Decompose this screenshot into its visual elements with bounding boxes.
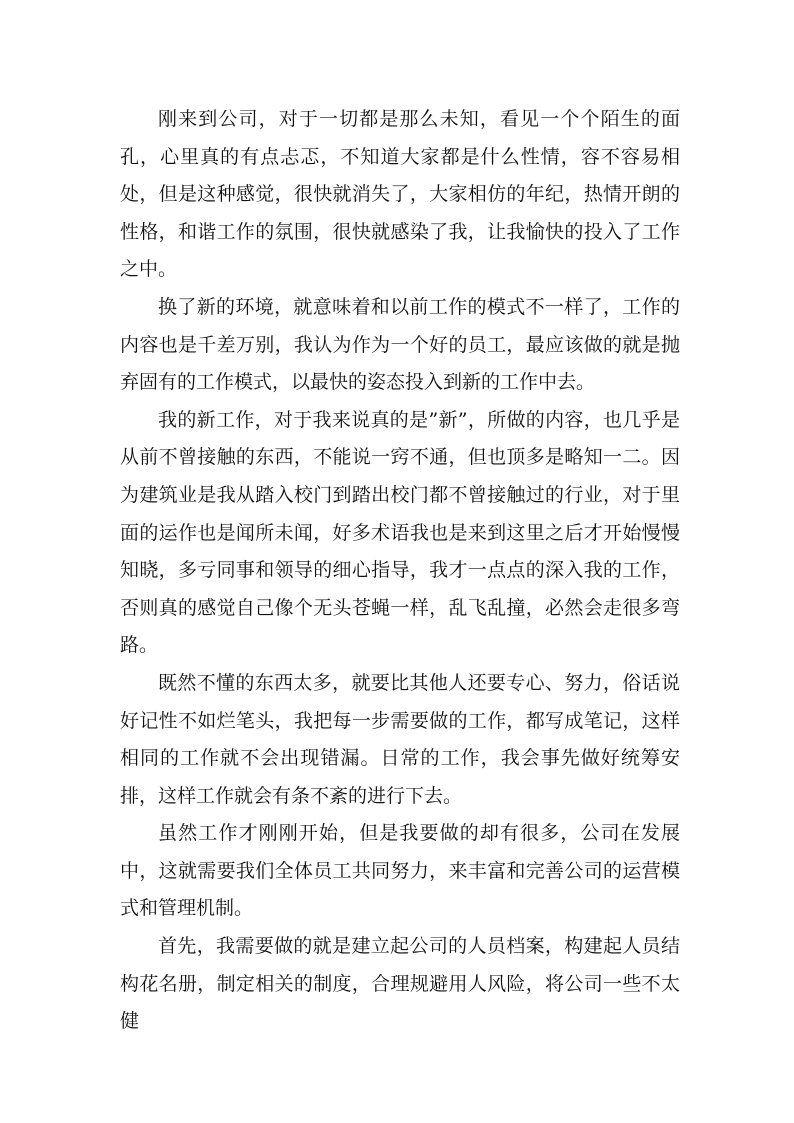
paragraph-4: 既然不懂的东西太多，就要比其他人还要专心、努力，俗话说好记性不如烂笔头，我把每一步需要做的工作，都写成笔记，这样相同的工作就不会出现错漏。日常的工作，我会事先做好统筹安排，这样工作就会有条不紊的进行下去。 bbox=[120, 671, 680, 807]
paragraph-6: 首先，我需要做的就是建立起公司的人员档案，构建起人员结构花名册，制定相关的制度，合理规避用人风险，将公司一些不太健 bbox=[120, 935, 680, 1033]
paragraph-5: 虽然工作才刚刚开始，但是我要做的却有很多，公司在发展中，这就需要我们全体员工共同努力，来丰富和完善公司的运营模式和管理机制。 bbox=[120, 822, 680, 920]
document-body bbox=[120, 101, 680, 1041]
paragraph-2: 换了新的环境，就意味着和以前工作的模式不一样了，工作的内容也是千差万别，我认为作为一个好的员工，最应该做的就是抛弃固有的工作模式，以最快的姿态投入到新的工作中去。 bbox=[120, 295, 680, 394]
paragraph-3: 我的新工作，对于我来说真的是”新”，所做的内容，也几乎是从前不曾接触的东西，不能说一窍不通，但也顶多是略知一二。因为建筑业是我从踏入校门到踏出校门都不曾接触过的行业，对于里面的运作也是闻所未闻，好多术语我也是来到这里之后才开始慢慢知晓，多亏同事和领导的细心指导，我才一点点的深入我的工作，否则真的感觉自己像个无头苍蝇一样，乱飞乱撞，必然会走很多弯路。 bbox=[120, 408, 680, 657]
paragraph-1: 刚来到公司，对于一切都是那么未知，看见一个个陌生的面孔，心里真的有点忐忑，不知道大家都是什么性情，容不容易相处，但是这种感觉，很快就消失了，大家相仿的年纪，热情开朗的性格，和谐工作的氛围，很快就感染了我，让我愉快的投入了工作之中。 bbox=[120, 108, 680, 281]
